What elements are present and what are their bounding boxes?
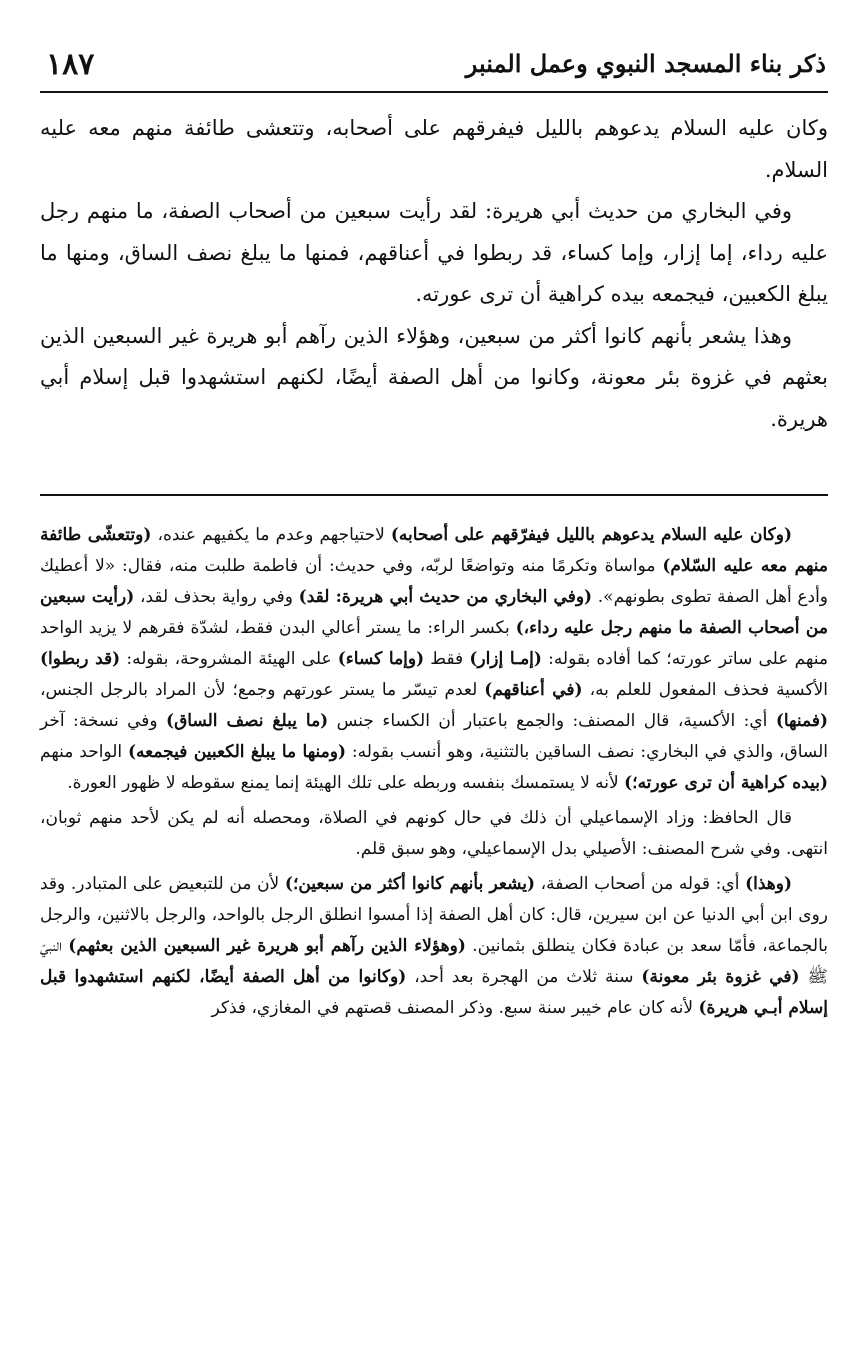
bold-quote: (فمنها): [775, 711, 828, 731]
bold-quote: (وإما كساء): [337, 649, 425, 669]
text-segment: على الهيئة المشروحة، بقوله:: [120, 649, 338, 669]
page-number: ١٨٧: [46, 47, 95, 82]
text-segment: وهذا يشعر بأنهم كانوا أكثر من سبعين، وهؤلاء الذين رآهم أبو هريرة غير السبعين الذين بعثهم في غزوة بئر معونة، وكانوا من أهل الصفة أيضًا، لكنهم استشهدوا قبل إسلام أبي هريرة.: [40, 323, 828, 431]
bold-quote: (وهذا): [745, 874, 792, 894]
text-segment: الأكسية فحذف المفعول للعلم به،: [582, 680, 828, 700]
text-segment: وفي البخاري من حديث أبي هريرة: لقد رأيت سبعين من أصحاب الصفة، ما منهم رجل عليه رداء، إما إزار، وإما كساء، قد ربطوا في أعناقهم، فمنها ما يبلغ نصف الساق، ومنها ما يبلغ الكعبين، فيجمعه بيده كراهية أن ترى عورته.: [40, 199, 828, 306]
text-segment: أي: قوله من أصحاب الصفة،: [535, 874, 746, 894]
commentary-paragraph: [40, 520, 828, 799]
commentary-paragraph: [40, 869, 828, 1024]
commentary: [40, 520, 828, 1028]
main-paragraph: [40, 108, 828, 191]
text-segment: النبيّ ﷺ: [40, 936, 828, 987]
footnote-rule: [40, 494, 828, 496]
text-segment: وفي نسخة: آخر الساق، والذي في البخاري: نصف الساقين بالتثنية، وهو أنسب بقوله:: [40, 711, 828, 762]
bold-quote: (يشعر بأنهم كانوا أكثر من سبعين؛): [284, 874, 536, 894]
text-segment: لأنه كان عام خيبر سنة سبع. وذكر المصنف قصتهم في المغازي، فذكر: [211, 998, 699, 1018]
bold-quote: (في غزوة بئر معونة): [641, 967, 800, 987]
bold-quote: (رأيت سبعين من أصحاب الصفة ما منهم رجل عليه رداء،): [40, 587, 828, 638]
bold-quote: (إمـا إزار): [469, 649, 542, 669]
header-rule: [40, 91, 828, 93]
bold-quote: (وهؤلاء الذين رآهم أبو هريرة غير السبعين الذين بعثهم): [68, 936, 466, 956]
text-segment: فقط: [424, 649, 470, 669]
bold-quote: (وتتعشّى طائفة منهم معه عليه السّلام): [40, 525, 829, 576]
commentary-paragraph: [40, 803, 828, 865]
running-title: ذكر بناء المسجد النبوي وعمل المنبر: [465, 49, 826, 78]
main-paragraph: [40, 191, 828, 316]
bold-quote: (في أعناقهم): [484, 680, 583, 700]
bold-quote: (وكانوا من أهل الصفة أيضًا، لكنهم استشهدوا قبل إسلام أبـي هريرة): [40, 967, 828, 1018]
bold-quote: (ما يبلغ نصف الساق): [166, 711, 329, 731]
text-segment: وكان عليه السلام يدعوهم بالليل فيفرقهم على أصحابه، وتتعشى طائفة منهم معه عليه السلام.: [40, 116, 828, 182]
text-segment: لعدم تيسّر ما يستر عورتهم وجمع؛ لأن المراد بالرجل الجنس،: [40, 680, 485, 700]
main-paragraph: [40, 316, 828, 441]
text-segment: لأنه لا يستمسك بنفسه وربطه على تلك الهيئة إنما يمنع سقوطه لا ظهور العورة.: [67, 773, 625, 793]
text-segment: بكسر الراء: ما يستر أعالي البدن فقط، لشدّة فقرهم لا يزيد الواحد منهم على ساتر عورته؛ كما أفاده بقوله:: [40, 618, 828, 669]
bold-quote: (قد ربطوا): [40, 649, 121, 669]
main-text: [40, 108, 828, 440]
text-segment: مواساة وتكرمًا منه وتواضعًا لربّه، وفي حديث: أن فاطمة طلبت منه، فقال: «لا أعطيك وأدع أهل الصفة تطوى بطونهم».: [40, 556, 829, 607]
text-segment: الواحد منهم: [40, 742, 128, 762]
text-segment: أي: الأكسية، قال المصنف: والجمع باعتبار أن الكساء جنس: [328, 711, 776, 731]
text-segment: لأن من للتبعيض على المتبادر. وقد روى ابن أبي الدنيا عن ابن سيرين، قال: كان أهل الصفة إذا أمسوا انطلق الرجل بالواحد، والرجل بالاثنين، والرجل بالجماعة، فأمّا سعد بن عبادة فكان ينطلق بثمانين.: [40, 874, 828, 956]
bold-quote: (بيده كراهية أن ترى عورته؛): [624, 773, 828, 793]
bold-quote: (وكان عليه السلام يدعوهم بالليل فيفرّقهم على أصحابه): [390, 525, 792, 545]
bold-quote: (ومنها ما يبلغ الكعبين فيجمعه): [128, 742, 347, 762]
bold-quote: (وفي البخاري من حديث أبي هريرة: لقد): [298, 587, 593, 607]
text-segment: وفي رواية بحذف لقد،: [134, 587, 299, 607]
page-header: [40, 36, 828, 86]
text-segment: قال الحافظ: وزاد الإسماعيلي أن ذلك في حال كونهم في الصلاة، ومحصله أنه لم يكن لأحد منهم ثوبان، انتهى. وفي شرح المصنف: الأصيلي بدل الإسماعيلي، وهو سبق قلم.: [40, 808, 828, 859]
text-segment: سنة ثلاث من الهجرة بعد أحد،: [406, 967, 642, 987]
text-segment: لاحتياجهم وعدم ما يكفيهم عنده،: [151, 525, 391, 545]
